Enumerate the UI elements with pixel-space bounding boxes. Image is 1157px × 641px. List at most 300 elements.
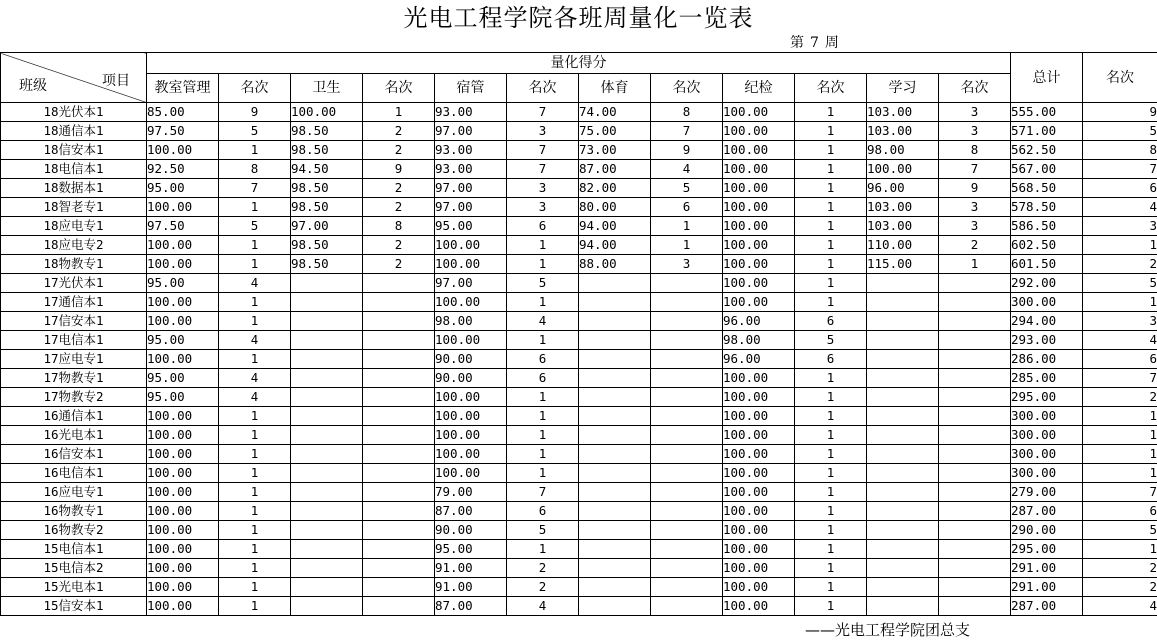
rank-cell[interactable]: 1 xyxy=(795,369,867,388)
rank-cell[interactable]: 3 xyxy=(939,217,1011,236)
overall-rank-cell[interactable]: 5 xyxy=(1083,122,1157,141)
rank-cell[interactable]: 1 xyxy=(795,198,867,217)
rank-cell[interactable]: 1 xyxy=(507,255,579,274)
rank-cell[interactable] xyxy=(939,274,1011,293)
class-cell[interactable]: 17应电专1 xyxy=(1,350,147,369)
score-cell[interactable]: 98.00 xyxy=(435,312,507,331)
score-cell[interactable]: 94.50 xyxy=(291,160,363,179)
score-cell[interactable]: 100.00 xyxy=(147,597,219,616)
rank-cell[interactable]: 3 xyxy=(507,198,579,217)
score-cell[interactable]: 95.00 xyxy=(147,388,219,407)
total-cell[interactable]: 300.00 xyxy=(1011,293,1083,312)
score-cell[interactable]: 100.00 xyxy=(147,502,219,521)
score-cell[interactable] xyxy=(579,350,651,369)
overall-rank-cell[interactable]: 1 xyxy=(1083,426,1157,445)
rank-cell[interactable]: 1 xyxy=(795,179,867,198)
score-cell[interactable]: 100.00 xyxy=(147,407,219,426)
rank-cell[interactable]: 5 xyxy=(219,122,291,141)
score-cell[interactable] xyxy=(579,521,651,540)
rank-cell[interactable] xyxy=(651,540,723,559)
rank-cell[interactable] xyxy=(651,483,723,502)
score-cell[interactable]: 97.00 xyxy=(291,217,363,236)
rank-cell[interactable]: 1 xyxy=(651,217,723,236)
rank-cell[interactable] xyxy=(363,597,435,616)
rank-cell[interactable]: 7 xyxy=(507,483,579,502)
rank-cell[interactable]: 2 xyxy=(363,236,435,255)
score-cell[interactable] xyxy=(291,578,363,597)
rank-cell[interactable] xyxy=(651,407,723,426)
rank-cell[interactable] xyxy=(939,312,1011,331)
rank-cell[interactable]: 2 xyxy=(363,122,435,141)
score-cell[interactable]: 80.00 xyxy=(579,198,651,217)
score-cell[interactable]: 100.00 xyxy=(147,540,219,559)
rank-cell[interactable]: 1 xyxy=(219,445,291,464)
score-cell[interactable]: 97.00 xyxy=(435,274,507,293)
rank-cell[interactable]: 1 xyxy=(795,160,867,179)
score-cell[interactable] xyxy=(579,559,651,578)
total-cell[interactable]: 602.50 xyxy=(1011,236,1083,255)
score-cell[interactable] xyxy=(291,407,363,426)
class-cell[interactable]: 17光伏本1 xyxy=(1,274,147,293)
score-cell[interactable] xyxy=(867,502,939,521)
class-cell[interactable]: 16物教专1 xyxy=(1,502,147,521)
rank-cell[interactable]: 2 xyxy=(507,578,579,597)
total-cell[interactable]: 287.00 xyxy=(1011,502,1083,521)
total-cell[interactable]: 293.00 xyxy=(1011,331,1083,350)
score-cell[interactable] xyxy=(867,445,939,464)
rank-cell[interactable] xyxy=(363,312,435,331)
rank-cell[interactable]: 6 xyxy=(507,369,579,388)
rank-cell[interactable] xyxy=(939,445,1011,464)
rank-cell[interactable]: 1 xyxy=(795,122,867,141)
class-cell[interactable]: 16应电专1 xyxy=(1,483,147,502)
rank-cell[interactable]: 9 xyxy=(219,103,291,122)
total-cell[interactable]: 555.00 xyxy=(1011,103,1083,122)
rank-cell[interactable] xyxy=(939,293,1011,312)
rank-cell[interactable]: 9 xyxy=(651,141,723,160)
score-cell[interactable] xyxy=(867,331,939,350)
rank-cell[interactable]: 4 xyxy=(219,388,291,407)
class-cell[interactable]: 18物教专1 xyxy=(1,255,147,274)
class-cell[interactable]: 15信安本1 xyxy=(1,597,147,616)
score-cell[interactable]: 90.00 xyxy=(435,350,507,369)
rank-cell[interactable] xyxy=(363,407,435,426)
rank-cell[interactable]: 1 xyxy=(219,293,291,312)
score-cell[interactable] xyxy=(867,597,939,616)
score-cell[interactable]: 97.00 xyxy=(435,122,507,141)
rank-cell[interactable]: 2 xyxy=(363,179,435,198)
rank-cell[interactable] xyxy=(363,388,435,407)
class-cell[interactable]: 16电信本1 xyxy=(1,464,147,483)
rank-cell[interactable] xyxy=(363,350,435,369)
score-cell[interactable] xyxy=(291,540,363,559)
overall-rank-cell[interactable]: 7 xyxy=(1083,369,1157,388)
score-cell[interactable]: 98.00 xyxy=(723,331,795,350)
total-cell[interactable]: 300.00 xyxy=(1011,407,1083,426)
rank-cell[interactable] xyxy=(651,597,723,616)
rank-cell[interactable] xyxy=(939,540,1011,559)
rank-cell[interactable] xyxy=(651,350,723,369)
score-cell[interactable]: 100.00 xyxy=(723,122,795,141)
class-cell[interactable]: 18智老专1 xyxy=(1,198,147,217)
rank-cell[interactable] xyxy=(939,559,1011,578)
total-cell[interactable]: 287.00 xyxy=(1011,597,1083,616)
rank-cell[interactable] xyxy=(363,445,435,464)
overall-rank-cell[interactable]: 3 xyxy=(1083,312,1157,331)
rank-cell[interactable]: 4 xyxy=(507,597,579,616)
rank-cell[interactable]: 8 xyxy=(219,160,291,179)
score-cell[interactable]: 82.00 xyxy=(579,179,651,198)
score-cell[interactable]: 103.00 xyxy=(867,217,939,236)
rank-cell[interactable]: 2 xyxy=(507,559,579,578)
total-cell[interactable]: 286.00 xyxy=(1011,350,1083,369)
class-cell[interactable]: 15电信本1 xyxy=(1,540,147,559)
score-cell[interactable] xyxy=(867,369,939,388)
score-cell[interactable] xyxy=(291,312,363,331)
score-cell[interactable] xyxy=(867,540,939,559)
score-cell[interactable]: 95.00 xyxy=(435,217,507,236)
score-cell[interactable]: 100.00 xyxy=(723,407,795,426)
score-cell[interactable]: 85.00 xyxy=(147,103,219,122)
score-cell[interactable]: 100.00 xyxy=(723,160,795,179)
rank-cell[interactable]: 1 xyxy=(219,407,291,426)
score-cell[interactable] xyxy=(579,388,651,407)
score-cell[interactable] xyxy=(867,407,939,426)
total-cell[interactable]: 586.50 xyxy=(1011,217,1083,236)
rank-cell[interactable]: 5 xyxy=(507,274,579,293)
overall-rank-cell[interactable]: 2 xyxy=(1083,388,1157,407)
total-cell[interactable]: 294.00 xyxy=(1011,312,1083,331)
score-cell[interactable]: 100.00 xyxy=(723,464,795,483)
score-cell[interactable]: 100.00 xyxy=(435,236,507,255)
score-cell[interactable]: 97.00 xyxy=(435,179,507,198)
overall-rank-cell[interactable]: 1 xyxy=(1083,445,1157,464)
score-cell[interactable]: 100.00 xyxy=(435,407,507,426)
score-cell[interactable]: 93.00 xyxy=(435,160,507,179)
rank-cell[interactable]: 1 xyxy=(795,464,867,483)
score-cell[interactable]: 90.00 xyxy=(435,521,507,540)
score-cell[interactable]: 98.50 xyxy=(291,141,363,160)
score-cell[interactable]: 98.50 xyxy=(291,255,363,274)
rank-cell[interactable]: 3 xyxy=(939,103,1011,122)
overall-rank-cell[interactable]: 2 xyxy=(1083,559,1157,578)
score-cell[interactable]: 100.00 xyxy=(147,198,219,217)
rank-cell[interactable] xyxy=(939,350,1011,369)
score-cell[interactable] xyxy=(291,293,363,312)
rank-cell[interactable] xyxy=(363,540,435,559)
rank-cell[interactable] xyxy=(363,426,435,445)
class-cell[interactable]: 16光电本1 xyxy=(1,426,147,445)
rank-cell[interactable]: 1 xyxy=(219,255,291,274)
overall-rank-cell[interactable]: 5 xyxy=(1083,274,1157,293)
rank-cell[interactable]: 1 xyxy=(507,540,579,559)
overall-rank-cell[interactable]: 4 xyxy=(1083,597,1157,616)
score-cell[interactable]: 73.00 xyxy=(579,141,651,160)
score-cell[interactable] xyxy=(867,350,939,369)
class-cell[interactable]: 17物教专1 xyxy=(1,369,147,388)
score-cell[interactable]: 97.00 xyxy=(435,198,507,217)
score-cell[interactable]: 94.00 xyxy=(579,236,651,255)
rank-cell[interactable]: 3 xyxy=(651,255,723,274)
rank-cell[interactable]: 1 xyxy=(219,483,291,502)
class-cell[interactable]: 15电信本2 xyxy=(1,559,147,578)
score-cell[interactable]: 98.00 xyxy=(867,141,939,160)
rank-cell[interactable]: 1 xyxy=(795,293,867,312)
rank-cell[interactable]: 1 xyxy=(219,597,291,616)
rank-cell[interactable]: 1 xyxy=(507,464,579,483)
score-cell[interactable]: 100.00 xyxy=(723,217,795,236)
score-cell[interactable]: 100.00 xyxy=(147,312,219,331)
rank-cell[interactable]: 7 xyxy=(651,122,723,141)
score-cell[interactable]: 100.00 xyxy=(147,141,219,160)
score-cell[interactable]: 93.00 xyxy=(435,103,507,122)
score-cell[interactable]: 100.00 xyxy=(723,597,795,616)
score-cell[interactable]: 100.00 xyxy=(723,388,795,407)
score-cell[interactable] xyxy=(291,388,363,407)
rank-cell[interactable]: 6 xyxy=(795,312,867,331)
score-cell[interactable]: 91.00 xyxy=(435,559,507,578)
score-cell[interactable] xyxy=(291,445,363,464)
rank-cell[interactable]: 1 xyxy=(219,350,291,369)
rank-cell[interactable]: 1 xyxy=(363,103,435,122)
score-cell[interactable] xyxy=(291,331,363,350)
rank-cell[interactable]: 3 xyxy=(939,122,1011,141)
rank-cell[interactable]: 6 xyxy=(507,502,579,521)
score-cell[interactable] xyxy=(579,540,651,559)
score-cell[interactable] xyxy=(867,293,939,312)
score-cell[interactable]: 100.00 xyxy=(723,483,795,502)
score-cell[interactable] xyxy=(579,331,651,350)
score-cell[interactable]: 100.00 xyxy=(435,331,507,350)
score-cell[interactable]: 98.50 xyxy=(291,236,363,255)
score-cell[interactable] xyxy=(291,274,363,293)
class-cell[interactable]: 16通信本1 xyxy=(1,407,147,426)
score-cell[interactable] xyxy=(867,578,939,597)
rank-cell[interactable]: 4 xyxy=(219,369,291,388)
score-cell[interactable] xyxy=(291,483,363,502)
rank-cell[interactable]: 5 xyxy=(219,217,291,236)
rank-cell[interactable]: 7 xyxy=(507,160,579,179)
rank-cell[interactable]: 6 xyxy=(795,350,867,369)
score-cell[interactable]: 100.00 xyxy=(723,369,795,388)
score-cell[interactable] xyxy=(291,369,363,388)
rank-cell[interactable] xyxy=(939,369,1011,388)
class-cell[interactable]: 18信安本1 xyxy=(1,141,147,160)
rank-cell[interactable] xyxy=(363,578,435,597)
class-cell[interactable]: 17物教专2 xyxy=(1,388,147,407)
score-cell[interactable]: 92.50 xyxy=(147,160,219,179)
rank-cell[interactable]: 1 xyxy=(219,236,291,255)
score-cell[interactable] xyxy=(579,274,651,293)
rank-cell[interactable] xyxy=(651,464,723,483)
rank-cell[interactable]: 7 xyxy=(219,179,291,198)
rank-cell[interactable]: 2 xyxy=(363,255,435,274)
score-cell[interactable]: 100.00 xyxy=(147,445,219,464)
score-cell[interactable]: 103.00 xyxy=(867,103,939,122)
rank-cell[interactable]: 1 xyxy=(795,388,867,407)
score-cell[interactable]: 100.00 xyxy=(291,103,363,122)
total-cell[interactable]: 300.00 xyxy=(1011,426,1083,445)
rank-cell[interactable] xyxy=(363,293,435,312)
rank-cell[interactable]: 1 xyxy=(795,502,867,521)
total-cell[interactable]: 567.00 xyxy=(1011,160,1083,179)
total-cell[interactable]: 601.50 xyxy=(1011,255,1083,274)
rank-cell[interactable]: 9 xyxy=(939,179,1011,198)
score-cell[interactable]: 100.00 xyxy=(723,559,795,578)
score-cell[interactable] xyxy=(579,293,651,312)
total-cell[interactable]: 290.00 xyxy=(1011,521,1083,540)
score-cell[interactable]: 100.00 xyxy=(147,350,219,369)
class-cell[interactable]: 18数据本1 xyxy=(1,179,147,198)
class-cell[interactable]: 18应电专2 xyxy=(1,236,147,255)
total-cell[interactable]: 291.00 xyxy=(1011,559,1083,578)
overall-rank-cell[interactable]: 2 xyxy=(1083,578,1157,597)
score-cell[interactable]: 95.00 xyxy=(147,274,219,293)
score-cell[interactable] xyxy=(291,597,363,616)
score-cell[interactable] xyxy=(867,426,939,445)
score-cell[interactable]: 100.00 xyxy=(435,293,507,312)
score-cell[interactable]: 100.00 xyxy=(723,141,795,160)
score-cell[interactable] xyxy=(579,483,651,502)
score-cell[interactable]: 100.00 xyxy=(723,445,795,464)
score-cell[interactable]: 110.00 xyxy=(867,236,939,255)
rank-cell[interactable]: 1 xyxy=(795,103,867,122)
rank-cell[interactable]: 7 xyxy=(507,141,579,160)
rank-cell[interactable] xyxy=(939,464,1011,483)
rank-cell[interactable]: 6 xyxy=(651,198,723,217)
rank-cell[interactable]: 2 xyxy=(939,236,1011,255)
score-cell[interactable]: 100.00 xyxy=(147,464,219,483)
score-cell[interactable] xyxy=(867,559,939,578)
score-cell[interactable] xyxy=(291,559,363,578)
score-cell[interactable]: 100.00 xyxy=(723,179,795,198)
class-cell[interactable]: 18电信本1 xyxy=(1,160,147,179)
score-cell[interactable] xyxy=(579,578,651,597)
rank-cell[interactable] xyxy=(651,445,723,464)
score-cell[interactable]: 100.00 xyxy=(147,483,219,502)
score-cell[interactable] xyxy=(291,426,363,445)
rank-cell[interactable]: 5 xyxy=(795,331,867,350)
overall-rank-cell[interactable]: 3 xyxy=(1083,217,1157,236)
class-cell[interactable]: 18通信本1 xyxy=(1,122,147,141)
rank-cell[interactable] xyxy=(939,502,1011,521)
rank-cell[interactable]: 3 xyxy=(507,179,579,198)
score-cell[interactable] xyxy=(867,521,939,540)
score-cell[interactable] xyxy=(867,483,939,502)
score-cell[interactable]: 100.00 xyxy=(723,540,795,559)
score-cell[interactable]: 88.00 xyxy=(579,255,651,274)
score-cell[interactable]: 96.00 xyxy=(867,179,939,198)
score-cell[interactable]: 100.00 xyxy=(435,464,507,483)
rank-cell[interactable] xyxy=(363,369,435,388)
score-cell[interactable]: 75.00 xyxy=(579,122,651,141)
rank-cell[interactable] xyxy=(363,274,435,293)
rank-cell[interactable]: 1 xyxy=(795,445,867,464)
rank-cell[interactable] xyxy=(363,502,435,521)
rank-cell[interactable]: 1 xyxy=(795,559,867,578)
rank-cell[interactable]: 1 xyxy=(795,141,867,160)
rank-cell[interactable] xyxy=(651,293,723,312)
score-cell[interactable] xyxy=(579,464,651,483)
overall-rank-cell[interactable]: 5 xyxy=(1083,521,1157,540)
rank-cell[interactable]: 2 xyxy=(363,198,435,217)
rank-cell[interactable] xyxy=(651,388,723,407)
rank-cell[interactable]: 1 xyxy=(219,502,291,521)
rank-cell[interactable]: 1 xyxy=(795,274,867,293)
rank-cell[interactable] xyxy=(939,331,1011,350)
score-cell[interactable]: 100.00 xyxy=(723,502,795,521)
score-cell[interactable] xyxy=(291,502,363,521)
overall-rank-cell[interactable]: 6 xyxy=(1083,502,1157,521)
total-cell[interactable]: 300.00 xyxy=(1011,445,1083,464)
score-cell[interactable]: 100.00 xyxy=(723,426,795,445)
score-cell[interactable]: 100.00 xyxy=(435,388,507,407)
score-cell[interactable] xyxy=(579,407,651,426)
overall-rank-cell[interactable]: 4 xyxy=(1083,331,1157,350)
total-cell[interactable]: 568.50 xyxy=(1011,179,1083,198)
score-cell[interactable]: 100.00 xyxy=(147,426,219,445)
score-cell[interactable]: 100.00 xyxy=(147,255,219,274)
score-cell[interactable]: 100.00 xyxy=(723,293,795,312)
score-cell[interactable]: 74.00 xyxy=(579,103,651,122)
rank-cell[interactable]: 1 xyxy=(795,597,867,616)
rank-cell[interactable] xyxy=(939,388,1011,407)
overall-rank-cell[interactable]: 1 xyxy=(1083,407,1157,426)
rank-cell[interactable]: 1 xyxy=(795,236,867,255)
overall-rank-cell[interactable]: 7 xyxy=(1083,160,1157,179)
score-cell[interactable] xyxy=(867,464,939,483)
score-cell[interactable]: 100.00 xyxy=(435,426,507,445)
score-cell[interactable] xyxy=(579,426,651,445)
total-cell[interactable]: 291.00 xyxy=(1011,578,1083,597)
rank-cell[interactable] xyxy=(939,407,1011,426)
score-cell[interactable]: 100.00 xyxy=(435,255,507,274)
total-cell[interactable]: 578.50 xyxy=(1011,198,1083,217)
rank-cell[interactable] xyxy=(651,502,723,521)
rank-cell[interactable] xyxy=(651,312,723,331)
overall-rank-cell[interactable]: 6 xyxy=(1083,179,1157,198)
score-cell[interactable]: 95.00 xyxy=(435,540,507,559)
score-cell[interactable] xyxy=(579,502,651,521)
rank-cell[interactable] xyxy=(363,559,435,578)
score-cell[interactable] xyxy=(579,369,651,388)
rank-cell[interactable]: 1 xyxy=(795,426,867,445)
overall-rank-cell[interactable]: 9 xyxy=(1083,103,1157,122)
rank-cell[interactable]: 1 xyxy=(507,236,579,255)
score-cell[interactable]: 100.00 xyxy=(723,255,795,274)
overall-rank-cell[interactable]: 4 xyxy=(1083,198,1157,217)
score-cell[interactable] xyxy=(579,445,651,464)
overall-rank-cell[interactable]: 6 xyxy=(1083,350,1157,369)
rank-cell[interactable]: 3 xyxy=(507,122,579,141)
score-cell[interactable]: 95.00 xyxy=(147,331,219,350)
score-cell[interactable]: 100.00 xyxy=(723,236,795,255)
rank-cell[interactable]: 4 xyxy=(219,274,291,293)
rank-cell[interactable]: 1 xyxy=(219,312,291,331)
rank-cell[interactable]: 1 xyxy=(507,426,579,445)
rank-cell[interactable] xyxy=(363,464,435,483)
rank-cell[interactable] xyxy=(651,369,723,388)
score-cell[interactable]: 100.00 xyxy=(147,521,219,540)
rank-cell[interactable] xyxy=(939,426,1011,445)
rank-cell[interactable]: 5 xyxy=(507,521,579,540)
rank-cell[interactable]: 1 xyxy=(651,236,723,255)
score-cell[interactable]: 87.00 xyxy=(435,597,507,616)
rank-cell[interactable] xyxy=(363,483,435,502)
score-cell[interactable]: 100.00 xyxy=(147,559,219,578)
rank-cell[interactable]: 6 xyxy=(507,350,579,369)
rank-cell[interactable]: 1 xyxy=(219,578,291,597)
